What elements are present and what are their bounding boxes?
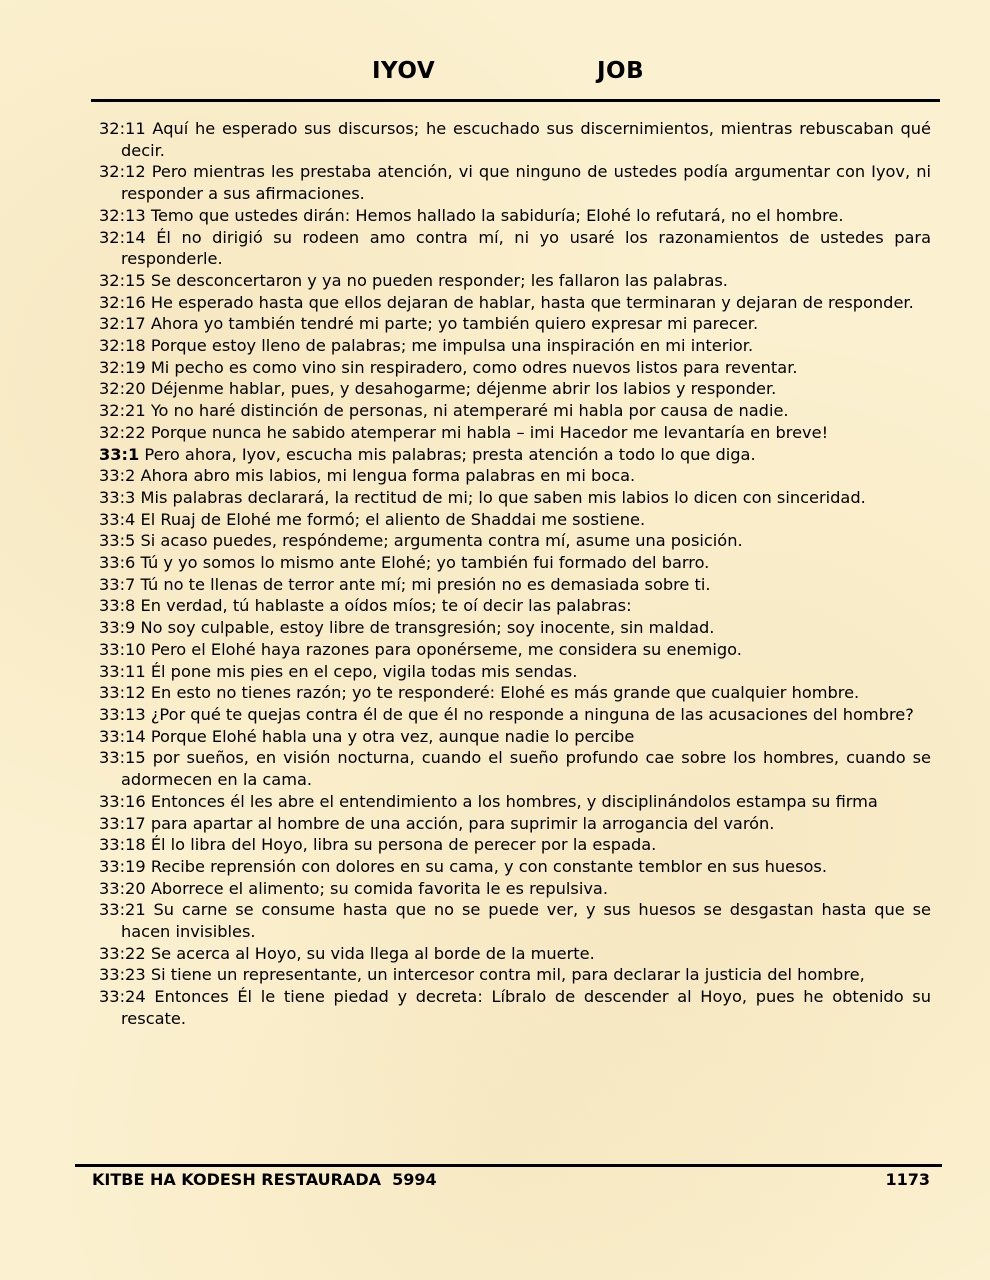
verse-text: Él lo libra del Hoyo, libra su persona de perecer por la espada.: [150, 835, 657, 855]
verse: [99, 270, 931, 292]
verse-reference: 33:5: [99, 531, 136, 551]
verse-text: El Ruaj de Elohé me formó; el aliento de Shaddai me sostiene.: [140, 509, 646, 529]
verse-reference: 32:17: [99, 314, 146, 334]
verse-text: Mi pecho es como vino sin respiradero, como odres nuevos listos para reventar.: [150, 357, 798, 377]
verse-text: Yo no haré distinción de personas, ni atemperaré mi habla por causa de nadie.: [150, 401, 789, 421]
footer-page-number: 1173: [885, 1170, 930, 1189]
verse-text: para apartar al hombre de una acción, para suprimir la arrogancia del varón.: [150, 813, 775, 833]
verse-reference: 33:17: [99, 813, 146, 833]
verse: [99, 726, 931, 748]
verse-text: Se desconcertaron y ya no pueden responder; les fallaron las palabras.: [150, 270, 728, 290]
verse-reference: 33:4: [99, 509, 136, 529]
verse-reference: 33:20: [99, 878, 146, 898]
verse-text: Si tiene un representante, un intercesor contra mil, para declarar la justicia del hombre,: [150, 965, 865, 985]
verse-text: Entonces él les abre el entendimiento a los hombres, y disciplinándolos estampa su firma: [150, 791, 878, 811]
verse-reference: 33:9: [99, 618, 136, 638]
verse-text: Porque estoy lleno de palabras; me impulsa una inspiración en mi interior.: [150, 336, 754, 356]
verse: [99, 205, 931, 227]
verse: [99, 465, 931, 487]
verse-reference: 33:12: [99, 683, 146, 703]
verse: [99, 487, 931, 509]
verse-reference: 32:20: [99, 379, 146, 399]
verse: [99, 943, 931, 965]
verse-text: Se acerca al Hoyo, su vida llega al borde de la muerte.: [150, 943, 595, 963]
verse: [99, 595, 931, 617]
verse: [99, 791, 931, 813]
verse-reference: 32:21: [99, 401, 146, 421]
verse-reference: 32:11: [99, 119, 146, 138]
verse: [99, 530, 931, 552]
verse-text: He esperado hasta que ellos dejaran de hablar, hasta que terminaran y dejaran de responder.: [150, 292, 914, 312]
verse: [99, 292, 931, 314]
verse-text: Mis palabras declarará, la rectitud de mi; lo que saben mis labios lo dicen con sinceridad.: [140, 487, 866, 507]
verse: [99, 400, 931, 422]
verse-text: Él pone mis pies en el cepo, vigila todas mis sendas.: [150, 661, 578, 681]
verse: [99, 617, 931, 639]
header-title-spanish: JOB: [597, 58, 645, 84]
verse-text: Temo que ustedes dirán: Hemos hallado la sabiduría; Elohé lo refutará, no el hombre.: [150, 205, 844, 225]
verse-text: Aquí he esperado sus discursos; he escuchado sus discernimientos, mientras rebuscaban qué decir.: [121, 119, 931, 160]
footer-divider: [75, 1164, 942, 1167]
verse-reference: 33:6: [99, 553, 136, 573]
verse: [99, 899, 931, 942]
verse-reference: 33:22: [99, 943, 146, 963]
verse: [99, 856, 931, 878]
footer-book-title: KITBE HA KODESH RESTAURADA 5994: [92, 1170, 437, 1189]
verse: [99, 118, 931, 161]
verse-reference: 33:7: [99, 574, 136, 594]
verse-reference: 33:3: [99, 487, 136, 507]
verse-reference: 33:18: [99, 835, 146, 855]
verse-text: ¿Por qué te quejas contra él de que él no responde a ninguna de las acusaciones del hombre?: [150, 704, 914, 724]
verse-text: Pero ahora, Iyov, escucha mis palabras; presta atención a todo lo que diga.: [144, 444, 756, 464]
verse-text: Él no dirigió su rodeen amo contra mí, ni yo usaré los razonamientos de ustedes para responderle.: [121, 227, 931, 269]
verse-reference: 33:1: [99, 444, 140, 464]
verse-reference: 32:14: [99, 227, 146, 247]
verse: [99, 227, 931, 270]
verse-text: Entonces Él le tiene piedad y decreta: Líbralo de descender al Hoyo, pues he obtenido su rescate.: [121, 987, 931, 1028]
verse-reference: 33:23: [99, 965, 146, 985]
verse-reference: 33:8: [99, 596, 136, 616]
verse-reference: 32:16: [99, 292, 146, 312]
verse: [99, 357, 931, 379]
verse-reference: 33:11: [99, 661, 146, 681]
verse-text: Tú no te llenas de terror ante mí; mi presión no es demasiada sobre ti.: [140, 574, 711, 594]
verse-text: Tú y yo somos lo mismo ante Elohé; yo también fui formado del barro.: [140, 553, 710, 573]
verse-text: Su carne se consume hasta que no se puede ver, y sus huesos se desgastan hasta que se hacen invisibles.: [121, 900, 931, 942]
verse-reference: 33:13: [99, 704, 146, 724]
verse: [99, 378, 931, 400]
page-footer: [0, 1170, 990, 1194]
verse-reference: 33:15: [99, 748, 146, 768]
verse: [99, 574, 931, 596]
verse-text: Pero el Elohé haya razones para oponérseme, me considera su enemigo.: [150, 639, 742, 659]
verse-reference: 32:18: [99, 336, 146, 356]
page-header: [0, 58, 990, 92]
verse: [99, 444, 931, 466]
verse: [99, 964, 931, 986]
verse: [99, 747, 931, 790]
verse: [99, 639, 931, 661]
verse-reference: 32:12: [99, 162, 146, 182]
verse-text: Pero mientras les prestaba atención, vi que ninguno de ustedes podía argumentar con Iyov, ni responder a sus afirmaciones.: [121, 162, 931, 204]
verse-reference: 33:16: [99, 791, 146, 811]
verse: [99, 509, 931, 531]
verse-text: Recibe reprensión con dolores en su cama, y con constante temblor en sus huesos.: [150, 856, 827, 876]
verse-text: Ahora abro mis labios, mi lengua forma palabras en mi boca.: [140, 466, 636, 486]
verse-reference: 32:13: [99, 205, 146, 225]
verse-text: Si acaso puedes, respóndeme; argumenta contra mí, asume una posición.: [140, 531, 743, 551]
header-divider: [91, 99, 940, 102]
verse-reference: 33:10: [99, 639, 146, 659]
verse: [99, 813, 931, 835]
verse-reference: 32:22: [99, 422, 146, 442]
verse: [99, 335, 931, 357]
verse-list: [99, 118, 931, 1158]
header-title-hebrew: IYOV: [372, 58, 436, 84]
verse: [99, 313, 931, 335]
verse-reference: 33:2: [99, 466, 136, 486]
verse-reference: 33:19: [99, 856, 146, 876]
verse-text: por sueños, en visión nocturna, cuando el sueño profundo cae sobre los hombres, cuando se adormecen en la cama.: [121, 748, 931, 790]
verse-reference: 33:24: [99, 987, 146, 1007]
verse: [99, 552, 931, 574]
verse-reference: 33:14: [99, 726, 146, 746]
verse-text: Ahora yo también tendré mi parte; yo también quiero expresar mi parecer.: [150, 314, 759, 334]
verse-text: Porque nunca he sabido atemperar mi habla – imi Hacedor me levantaría en breve!: [150, 422, 829, 442]
verse: [99, 682, 931, 704]
verse-text: Aborrece el alimento; su comida favorita le es repulsiva.: [150, 878, 608, 898]
verse: [99, 422, 931, 444]
verse-text: Porque Elohé habla una y otra vez, aunque nadie lo percibe: [150, 726, 635, 746]
verse-reference: 32:19: [99, 357, 146, 377]
verse: [99, 834, 931, 856]
verse-reference: 33:21: [99, 900, 146, 920]
verse: [99, 161, 931, 204]
verse: [99, 704, 931, 726]
verse-text: Déjenme hablar, pues, y desahogarme; déjenme abrir los labios y responder.: [150, 379, 777, 399]
verse-text: No soy culpable, estoy libre de transgresión; soy inocente, sin maldad.: [140, 618, 715, 638]
verse: [99, 986, 931, 1029]
verse-text: En verdad, tú hablaste a oídos míos; te oí decir las palabras:: [140, 596, 632, 616]
verse: [99, 878, 931, 900]
verse-reference: 32:15: [99, 270, 146, 290]
verse: [99, 661, 931, 683]
verse-text: En esto no tienes razón; yo te responderé: Elohé es más grande que cualquier hombre.: [150, 683, 860, 703]
